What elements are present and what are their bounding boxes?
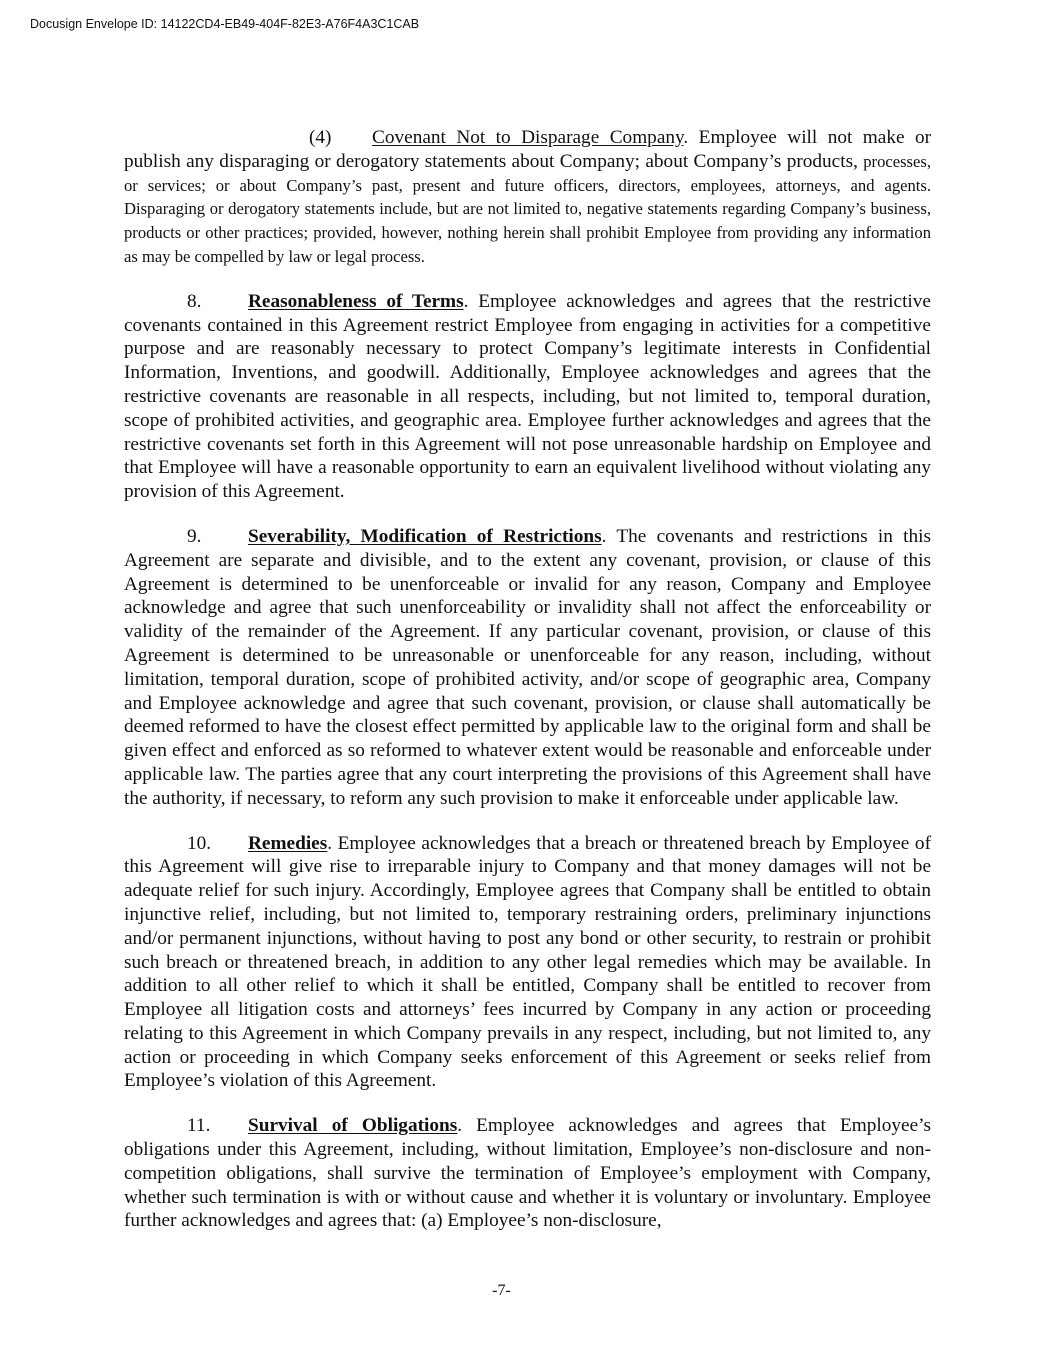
section-10-heading: Remedies — [248, 832, 328, 854]
docusign-envelope-id: Docusign Envelope ID: 14122CD4-EB49-404F-82E3-A76F4A3C1CAB — [30, 17, 420, 31]
section-9-heading: Severability, Modification of Restrictions — [248, 525, 602, 547]
section-11-heading: Survival of Obligations — [248, 1115, 458, 1137]
section-8-text: . Employee acknowledges and agrees that the restrictive covenants contained in this Agreement restrict Employee from engaging in activities for a competitive purpose and are reasonably necessary to protect Company’s legitimate interests in Confidential Information, Inventions, and goodwill. Additionally, Employee acknowledges and agrees that the restrictive covenants are reasonable in all respects, including, but not limited to, temporal duration, scope of prohibited activities, and geographic area. Employee further acknowledges and agrees that the restrictive covenants set forth in this Agreement will not pose unreasonable hardship on Employee and that Employee will have a reasonable opportunity to earn an equivalent livelihood without violating any provision of this Agreement. — [124, 290, 931, 503]
section-8-heading: Reasonableness of Terms — [248, 290, 464, 312]
section-9-number: 9. — [187, 525, 202, 547]
section-10-number: 10. — [187, 832, 212, 854]
section-11-number: 11. — [187, 1115, 211, 1137]
section-4-text: processes, or services; or about Company’s past, present and future officers, directors, employees, attorneys, and agents. Disparaging or derogatory statements include, but are not limited to, negative statements regarding Company’s business, products or other practices; provided, however, nothing herein shall prohibit Employee from providing any information as may be compelled by law or legal process. — [124, 151, 931, 266]
section-4-lead-text: . Employee will not make or publish any disparaging or derogatory statements about Company; about Company’s products, — [124, 127, 932, 172]
section-9-text: . The covenants and restrictions in this Agreement are separate and divisible, and to the extent any covenant, provision, or clause of this Agreement is determined to be unenforceable or invalid for any reason, Company and Employee acknowledge and agree that such unenforceability or invalidity shall not affect the enforceability or validity of the remainder of the Agreement. If any particular covenant, provision, or clause of this Agreement is determined to be unreasonable or unenforceable for any reason, including, without limitation, temporal duration, scope of prohibited activity, and/or scope of geographic area, Company and Employee acknowledge and agree that such covenant, provision, or clause shall automatically be deemed reformed to have the closest effect permitted by applicable law to the original form and shall be given effect and enforced as so reformed to whatever extent would be reasonable and enforceable under applicable law. The parties agree that any court interpreting the provisions of this Agreement shall have the authority, if necessary, to reform any such provision to make it enforceable under applicable law. — [124, 525, 931, 809]
section-4-number: (4) — [309, 127, 332, 148]
section-9-severability — [124, 525, 931, 811]
section-11-survival — [124, 1114, 931, 1233]
section-8-number: 8. — [187, 290, 202, 312]
section-10-text: . Employee acknowledges that a breach or threatened breach by Employee of this Agreement will give rise to irreparable injury to Company and that money damages will not be adequate relief for such injury. Accordingly, Employee agrees that Company shall be entitled to obtain injunctive relief, including, but not limited to, temporary restraining orders, preliminary injunctions and/or permanent injunctions, without having to post any bond or other security, to restrain or prohibit such breach or threatened breach, in addition to any other legal remedies which may be available. In addition to all other relief to which it shall be entitled, Company shall be entitled to recover from Employee all litigation costs and attorneys’ fees incurred by Company in any action or proceeding relating to this Agreement in which Company prevails in any respect, including, but not limited to, any action or proceeding in which Company seeks enforcement of this Agreement or seeks relief from Employee’s violation of this Agreement. — [124, 832, 931, 1092]
section-8-reasonableness — [124, 290, 931, 504]
section-10-remedies — [124, 832, 931, 1094]
section-11-text: . Employee acknowledges and agrees that Employee’s obligations under this Agreement, including, without limitation, Employee’s non-disclosure and non-competition obligations, shall survive the termination of Employee’s employment with Company, whether such termination is with or without cause and whether it is voluntary or involuntary. Employee further acknowledges and agrees that: (a) Employee’s non-disclosure, — [124, 1115, 931, 1232]
document-body — [124, 126, 931, 1254]
page-number: -7- — [492, 1282, 511, 1299]
section-4-covenant-not-to-disparage — [124, 126, 931, 269]
section-4-heading: Covenant Not to Disparage Company — [372, 127, 684, 148]
